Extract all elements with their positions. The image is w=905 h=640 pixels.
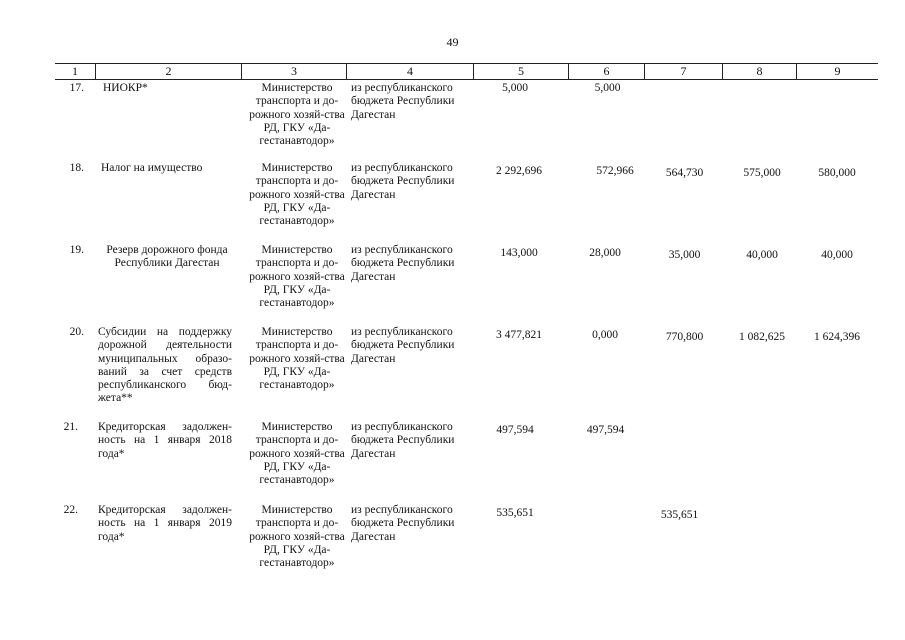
row-name: Кредиторская задолжен-ность на 1 января 2019 года* [98,504,232,543]
row-number: 20. [69,326,84,338]
row-value-col6: 5,000 [594,82,621,94]
row-name: Налог на имущество [101,162,203,174]
row-number: 19. [69,244,84,256]
page-number: 49 [446,35,459,49]
row-value-col8: 1 082,625 [739,331,785,343]
row-executor: Министерство транспорта и до-рожного хозяй-ства РД, ГКУ «Да-гестанавтодор» [249,162,345,228]
table-header [55,63,878,80]
row-source: из республиканского бюджета Республики Дагестан [351,162,455,201]
row-source: из республиканского бюджета Республики Дагестан [351,504,455,543]
row-value-col6: 572,966 [596,165,634,177]
row-value-col7: 535,651 [660,509,699,521]
row-value-col5: 143,000 [500,247,538,259]
column-header-3: 3 [291,64,297,78]
column-header-1: 1 [72,64,78,78]
column-header-4: 4 [407,64,413,78]
row-executor: Министерство транспорта и до-рожного хозяй-ства РД, ГКУ «Да-гестанавтодор» [249,504,345,570]
row-executor: Министерство транспорта и до-рожного хозяй-ства РД, ГКУ «Да-гестанавтодор» [249,244,345,310]
row-value-col7: 770,800 [665,331,704,343]
row-value-col6: 497,594 [586,424,625,436]
column-header-8: 8 [756,64,763,78]
column-header-9: 9 [834,64,841,78]
row-number: 21. [63,421,78,433]
row-value-col5: 497,594 [496,424,534,436]
row-executor: Министерство транспорта и до-рожного хозяй-ства РД, ГКУ «Да-гестанавтодор» [249,326,345,392]
row-source: из республиканского бюджета Республики Дагестан [351,82,455,121]
row-value-col6: 0,000 [592,329,618,341]
row-value-col5: 535,651 [496,507,534,519]
row-value-col7: 564,730 [665,167,704,179]
row-executor: Министерство транспорта и до-рожного хозяй-ства РД, ГКУ «Да-гестанавтодор» [249,82,345,148]
row-value-col5: 5,000 [502,82,528,94]
row-source: из республиканского бюджета Республики Дагестан [351,421,455,460]
row-name: НИОКР* [103,82,148,94]
row-value-col5: 3 477,821 [496,329,542,341]
row-name: Кредиторская задолжен-ность на 1 января 2018 года* [98,421,232,460]
row-number: 22. [63,504,78,516]
row-value-col7: 35,000 [668,249,701,261]
row-executor: Министерство транспорта и до-рожного хозяй-ства РД, ГКУ «Да-гестанавтодор» [249,421,345,487]
row-name: Резерв дорожного фонда Республики Дагестан [106,244,228,270]
row-value-col9: 40,000 [821,249,853,261]
row-source: из республиканского бюджета Республики Дагестан [351,326,455,365]
row-value-col8: 575,000 [743,167,781,179]
row-name: Субсидии на поддержку дорожной деятельности муниципальных образо-ваний за счет средств республиканского бюд-жета** [98,326,232,405]
column-header-5: 5 [518,64,524,78]
row-number: 17. [69,82,84,94]
row-source: из республиканского бюджета Республики Дагестан [351,244,455,283]
row-number: 18. [69,162,84,174]
column-header-6: 6 [603,64,610,78]
column-header-2: 2 [165,64,172,78]
row-value-col8: 40,000 [746,249,778,261]
column-header-7: 7 [680,64,687,78]
row-value-col6: 28,000 [589,247,621,259]
row-value-col5: 2 292,696 [496,165,542,177]
row-value-col9: 1 624,396 [814,331,860,343]
row-value-col9: 580,000 [818,167,856,179]
